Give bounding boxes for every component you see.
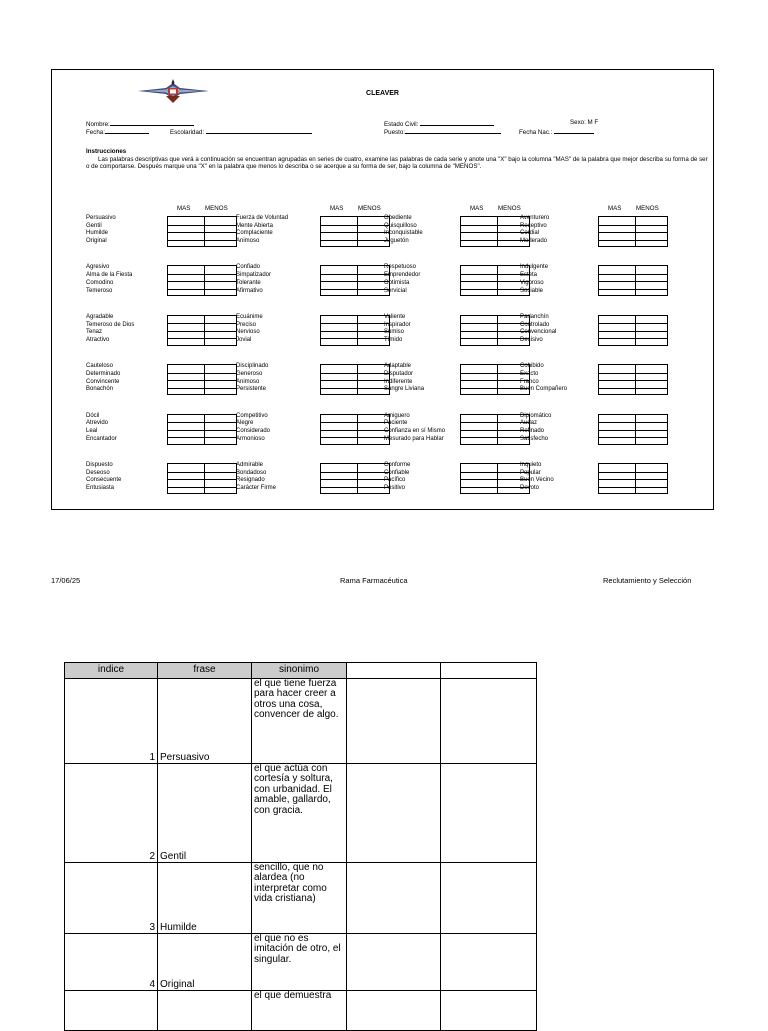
row-empty — [441, 934, 537, 991]
word-option: Devoto — [520, 485, 540, 492]
grid-divider — [461, 225, 529, 226]
word-option: Confiable — [384, 469, 410, 476]
word-option: Servicial — [384, 287, 407, 294]
table-header-row — [65, 663, 537, 679]
row-frase — [158, 991, 252, 1031]
word-option: Dócil — [86, 412, 100, 419]
word-option: Conforme — [384, 462, 411, 468]
word-option: Persistente — [236, 386, 267, 393]
grid-divider — [321, 479, 389, 480]
row-index: 3 — [65, 863, 158, 934]
grid-divider — [321, 281, 389, 282]
word-option: Pacífico — [384, 477, 406, 484]
word-option: Sociable — [520, 287, 544, 294]
word-option: Refinado — [520, 428, 545, 434]
word-option: Consecuente — [86, 477, 122, 484]
row-sinonimo: el que demuestra — [252, 991, 347, 1031]
word-option: Complaciente — [236, 230, 273, 237]
word-option: Buen Vecino — [520, 477, 554, 484]
grid-divider — [599, 437, 667, 438]
grid-divider — [168, 225, 236, 226]
grid-divider — [461, 331, 529, 332]
name-label: Nombre: — [86, 121, 110, 128]
word-option: Armonioso — [236, 435, 265, 442]
word-option: Sangre Liviana — [384, 386, 425, 393]
column-header-mas: MAS — [470, 205, 484, 212]
word-option: Exacto — [520, 370, 539, 377]
grid-divider — [168, 373, 236, 374]
cleaver-form-sheet — [51, 69, 714, 510]
word-option: Moderado — [520, 238, 548, 245]
word-option: Competitivo — [236, 412, 268, 419]
grid-divider — [321, 289, 389, 290]
grid-divider — [599, 289, 667, 290]
word-option: Quisquilloso — [384, 222, 417, 229]
table-row — [65, 934, 537, 991]
grid-divider — [168, 232, 236, 233]
grid-divider — [599, 422, 667, 423]
row-empty — [347, 991, 441, 1031]
word-option: Temeroso — [86, 287, 113, 294]
birthdate-field[interactable] — [519, 127, 594, 136]
word-option: Atractivo — [86, 336, 110, 343]
word-option: Admirable — [236, 462, 264, 468]
grid-divider — [168, 430, 236, 431]
grid-divider — [168, 338, 236, 339]
row-sinonimo: el que actúa con cortesía y soltura, con urbanidad. El amable, gallardo, con gracia. — [252, 764, 347, 863]
word-option: Convencional — [520, 329, 557, 336]
grid-divider — [599, 338, 667, 339]
grid-divider — [321, 232, 389, 233]
table-row — [65, 764, 537, 863]
grid-divider — [599, 487, 667, 488]
word-option: Original — [86, 238, 107, 245]
word-option: Cauteloso — [86, 363, 114, 370]
row-empty — [347, 863, 441, 934]
word-option: Alegre — [236, 420, 254, 427]
word-option: Confianza en sí Mismo — [384, 428, 446, 434]
word-option: Temeroso de Dios — [86, 321, 135, 328]
grid-divider — [461, 289, 529, 290]
word-option: Parlanchín — [520, 313, 549, 320]
mas-menos-checkbox-grid[interactable] — [167, 414, 237, 445]
row-frase: Original — [158, 934, 252, 991]
grid-divider — [599, 380, 667, 381]
grid-divider — [168, 388, 236, 389]
grid-divider — [321, 331, 389, 332]
mas-menos-checkbox-grid[interactable] — [598, 364, 668, 395]
word-option: Tímido — [384, 336, 403, 343]
mas-menos-checkbox-grid[interactable] — [167, 265, 237, 296]
schooling-field[interactable] — [170, 127, 312, 136]
grid-divider — [461, 388, 529, 389]
word-option: Considerado — [236, 428, 271, 434]
word-option: Ecuánime — [236, 313, 263, 320]
row-frase: Gentil — [158, 764, 252, 863]
column-header-menos: MENOS — [358, 205, 381, 212]
birthdate-label: Fecha Nac.: — [519, 129, 553, 136]
position-field[interactable] — [384, 127, 501, 136]
row-sinonimo: el que no es imitación de otro, el singular. — [252, 934, 347, 991]
row-index — [65, 991, 158, 1031]
grid-divider — [599, 225, 667, 226]
word-option: Esteta — [520, 272, 538, 279]
word-option: Popular — [520, 469, 541, 476]
row-empty — [347, 764, 441, 863]
word-option: Jovial — [236, 336, 252, 343]
word-option: Convincente — [86, 378, 120, 385]
row-empty — [441, 863, 537, 934]
footer-date: 17/06/25 — [51, 576, 81, 585]
grid-divider — [168, 289, 236, 290]
word-option: Nervioso — [236, 329, 260, 336]
word-option: Mesurado para Hablar — [384, 435, 444, 442]
word-option: Tenaz — [86, 329, 103, 336]
word-option: Cordial — [520, 230, 540, 237]
word-option: Gentil — [86, 222, 102, 229]
grid-divider — [168, 380, 236, 381]
grid-divider — [321, 323, 389, 324]
word-option: Alma de la Fiesta — [86, 272, 133, 279]
grid-divider — [461, 338, 529, 339]
word-option: Agradable — [86, 313, 114, 320]
marital-status-label: Estado Civil: — [384, 121, 419, 128]
word-option: Encantador — [86, 435, 117, 442]
grid-divider — [461, 274, 529, 275]
grid-divider — [461, 240, 529, 241]
column-header-menos: MENOS — [498, 205, 521, 212]
grid-divider — [168, 487, 236, 488]
word-option: Satisfecho — [520, 435, 549, 442]
row-index: 4 — [65, 934, 158, 991]
grid-divider — [321, 274, 389, 275]
grid-divider — [321, 380, 389, 381]
grid-divider — [599, 240, 667, 241]
word-option: Vigoroso — [520, 279, 544, 286]
grid-divider — [321, 472, 389, 473]
grid-divider — [461, 487, 529, 488]
table-row — [65, 991, 537, 1031]
word-option: Indulgente — [520, 264, 549, 271]
mas-menos-checkbox-grid[interactable] — [598, 463, 668, 494]
mas-menos-checkbox-grid[interactable] — [167, 364, 237, 395]
word-option: Juguetón — [384, 238, 409, 245]
word-option: Emprendedor — [384, 272, 421, 279]
word-option: Animoso — [236, 238, 260, 245]
word-option: Controlado — [520, 321, 550, 328]
mas-menos-checkbox-grid[interactable] — [320, 364, 390, 395]
grid-divider — [461, 472, 529, 473]
mas-menos-checkbox-grid[interactable] — [167, 315, 237, 346]
row-empty — [347, 934, 441, 991]
word-option: Confiado — [236, 264, 261, 271]
grid-divider — [461, 323, 529, 324]
mas-menos-checkbox-grid[interactable] — [598, 216, 668, 247]
word-option: Animoso — [236, 378, 260, 385]
grid-divider — [461, 422, 529, 423]
word-option: Mente Abierta — [236, 222, 274, 229]
mas-menos-checkbox-grid[interactable] — [320, 463, 390, 494]
grid-divider — [461, 281, 529, 282]
word-option: Determinado — [86, 370, 121, 377]
word-option: Leal — [86, 428, 98, 434]
word-option: Adaptable — [384, 363, 412, 370]
word-option: Franco — [520, 378, 539, 385]
word-option: Preciso — [236, 321, 257, 328]
mas-menos-checkbox-grid[interactable] — [320, 414, 390, 445]
word-option: Entusiasta — [86, 485, 115, 492]
row-sinonimo: el que tiene fuerza para hacer creer a otros una cosa, convencer de algo. — [252, 679, 347, 764]
word-option: Cohibido — [520, 363, 544, 370]
grid-divider — [321, 430, 389, 431]
header-indice: indice — [65, 663, 158, 679]
word-option: Valiente — [384, 313, 406, 320]
row-empty — [441, 679, 537, 764]
word-option: Comodino — [86, 279, 114, 286]
column-header-menos: MENOS — [636, 205, 659, 212]
row-sinonimo: sencillo, que no alardea (no interpretar como vida cristiana) — [252, 863, 347, 934]
row-frase: Humilde — [158, 863, 252, 934]
header-frase: frase — [158, 663, 252, 679]
footer-right: Reclutamiento y Selección — [603, 576, 692, 585]
word-option: Respetuoso — [384, 264, 417, 271]
grid-divider — [461, 380, 529, 381]
word-option: Bondadoso — [236, 469, 267, 476]
instructions-heading: Instrucciones — [86, 148, 127, 155]
word-option: Afirmativo — [236, 287, 263, 294]
form-title: CLEAVER — [366, 90, 399, 97]
row-empty — [347, 679, 441, 764]
word-option: Agresivo — [86, 264, 110, 271]
grid-divider — [168, 437, 236, 438]
word-option: Persuasivo — [86, 215, 116, 221]
position-label: Puesto: — [384, 129, 405, 136]
word-option: Inspirador — [384, 321, 411, 328]
column-header-menos: MENOS — [205, 205, 228, 212]
grid-divider — [599, 373, 667, 374]
column-header-mas: MAS — [177, 205, 191, 212]
sex-field[interactable]: Sexo: M F — [570, 119, 599, 126]
word-option: Optimista — [384, 279, 410, 286]
grid-divider — [168, 323, 236, 324]
word-option: Inconquistable — [384, 230, 423, 237]
synonyms-table — [64, 662, 537, 1031]
grid-divider — [321, 437, 389, 438]
word-option: Aventurero — [520, 215, 550, 221]
word-option: Buen Compañero — [520, 386, 568, 393]
grid-divider — [168, 240, 236, 241]
word-option: Resignado — [236, 477, 265, 484]
grid-divider — [461, 373, 529, 374]
word-option: Generoso — [236, 370, 263, 377]
mas-menos-checkbox-grid[interactable] — [167, 463, 237, 494]
instructions-text: Las palabras descriptivas que verá a continuación se encuentran agrupadas en series de cuatro, examine las palabras de cada serie y anote una "X" bajo la columna "MAS" de la palabra que mejor describa su forma de ser o de comportarse. Después marque una "X" en la palabra que menos lo describa o se acerque a su forma de ser, bajo la columna de "MENOS". — [86, 156, 708, 170]
grid-divider — [168, 274, 236, 275]
word-option: Decisivo — [520, 336, 543, 343]
row-frase: Persuasivo — [158, 679, 252, 764]
grid-divider — [321, 373, 389, 374]
grid-divider — [168, 472, 236, 473]
header-empty-1 — [347, 663, 441, 679]
word-option: Paciente — [384, 420, 408, 427]
date-field[interactable] — [86, 127, 149, 136]
grid-divider — [599, 232, 667, 233]
grid-divider — [321, 338, 389, 339]
grid-divider — [461, 479, 529, 480]
grid-divider — [168, 422, 236, 423]
word-option: Fuerza de Voluntad — [236, 215, 289, 221]
word-option: Obediente — [384, 215, 412, 221]
word-option: Carácter Firme — [236, 485, 277, 492]
word-option: Sumiso — [384, 329, 405, 336]
word-option: Disciplinado — [236, 363, 269, 370]
word-option: Atrevido — [86, 420, 109, 427]
grid-divider — [599, 430, 667, 431]
word-option: Bonachón — [86, 386, 114, 393]
grid-divider — [321, 422, 389, 423]
word-option: Simpatizador — [236, 272, 272, 279]
grid-divider — [321, 225, 389, 226]
grid-divider — [599, 388, 667, 389]
word-option: Diplomático — [520, 412, 552, 419]
word-option: Receptivo — [520, 222, 547, 229]
grid-divider — [168, 281, 236, 282]
word-option: Tolerante — [236, 279, 261, 286]
header-sinonimo: sinonimo — [252, 663, 347, 679]
word-option: Positivo — [384, 485, 406, 492]
mas-menos-checkbox-grid[interactable] — [320, 265, 390, 296]
mas-menos-checkbox-grid[interactable] — [598, 315, 668, 346]
word-option: Inquieto — [520, 462, 542, 468]
grid-divider — [599, 274, 667, 275]
footer-center: Rama Farmacéutica — [340, 576, 408, 585]
row-empty — [441, 991, 537, 1031]
grid-divider — [599, 472, 667, 473]
grid-divider — [599, 479, 667, 480]
column-header-mas: MAS — [608, 205, 622, 212]
mas-menos-checkbox-grid[interactable] — [320, 315, 390, 346]
grid-divider — [321, 388, 389, 389]
word-option: Indiferente — [384, 378, 413, 385]
grid-divider — [168, 331, 236, 332]
row-index: 1 — [65, 679, 158, 764]
header-empty-2 — [441, 663, 537, 679]
date-label: Fecha: — [86, 129, 105, 136]
grid-divider — [168, 479, 236, 480]
word-option: Deseoso — [86, 469, 110, 476]
grid-divider — [321, 487, 389, 488]
grid-divider — [461, 232, 529, 233]
row-empty — [441, 764, 537, 863]
word-option: Amiguero — [384, 412, 410, 419]
mas-menos-checkbox-grid[interactable] — [167, 216, 237, 247]
table-row — [65, 679, 537, 764]
column-header-mas: MAS — [330, 205, 344, 212]
grid-divider — [461, 437, 529, 438]
mas-menos-checkbox-grid[interactable] — [320, 216, 390, 247]
mas-menos-checkbox-grid[interactable] — [598, 265, 668, 296]
grid-divider — [599, 331, 667, 332]
table-row — [65, 863, 537, 934]
word-option: Dispuesto — [86, 462, 113, 468]
grid-divider — [599, 281, 667, 282]
word-option: Disputador — [384, 370, 414, 377]
word-option: Humilde — [86, 230, 109, 237]
schooling-label: Escolaridad: — [170, 129, 205, 136]
word-option: Audaz — [520, 420, 538, 427]
grid-divider — [321, 240, 389, 241]
mas-menos-checkbox-grid[interactable] — [598, 414, 668, 445]
row-index: 2 — [65, 764, 158, 863]
grid-divider — [461, 430, 529, 431]
grid-divider — [599, 323, 667, 324]
